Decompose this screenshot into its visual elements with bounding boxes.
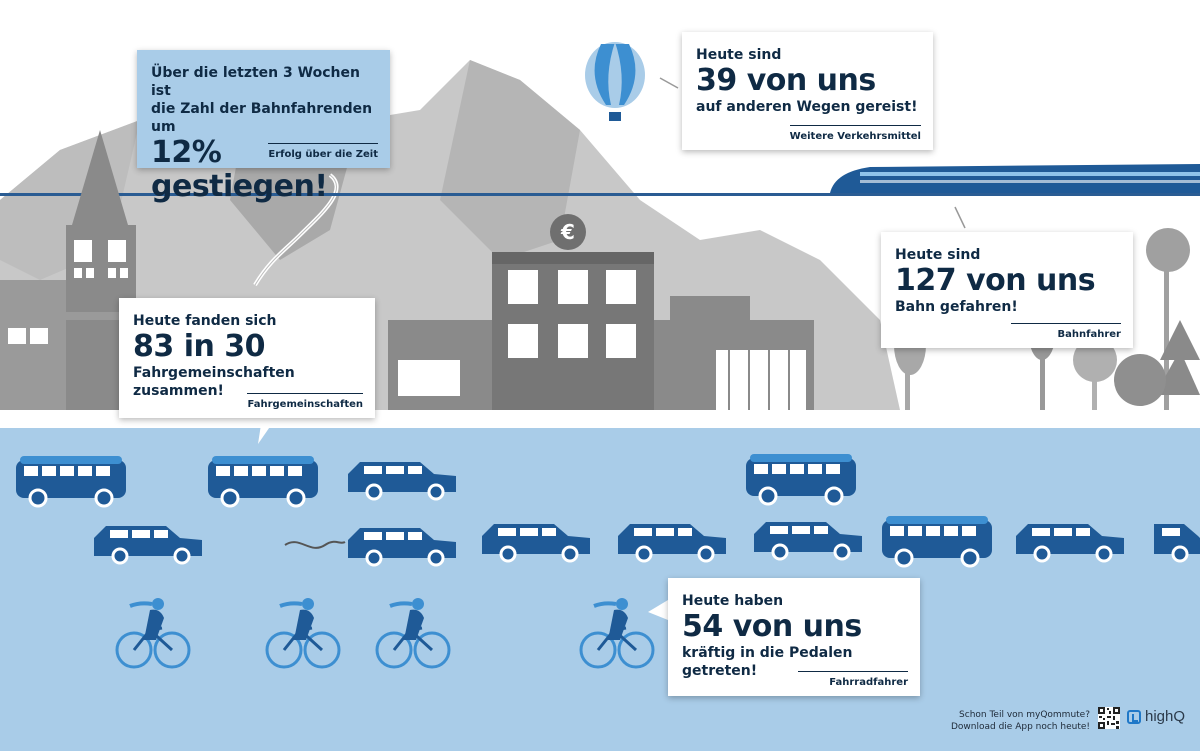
bike-intro: Heute haben	[682, 593, 784, 609]
carpool-text: Fahrgemeinschaften zusammen!	[133, 365, 295, 399]
growth-card	[137, 50, 390, 204]
bike-number: 54 von uns	[682, 609, 862, 644]
carpool-number: 83 in 30	[133, 329, 266, 364]
euro-icon: €	[561, 220, 575, 244]
app-promo-line1: Schon Teil von myQommute?	[959, 710, 1090, 720]
app-promo-line2: Download die App noch heute!	[951, 722, 1090, 732]
growth-line2: die Zahl der Bahnfahrenden um	[151, 101, 373, 135]
train-icon	[830, 164, 1200, 193]
brand-name: highQ	[1145, 708, 1186, 725]
growth-highlight: 12% gestiegen!	[151, 135, 328, 204]
train-card	[881, 232, 1133, 348]
bike-text: kräftig in die Pedalen getreten!	[682, 645, 853, 679]
growth-line1: Über die letzten 3 Wochen ist	[151, 65, 360, 99]
train-intro: Heute sind	[895, 247, 981, 263]
bike-footer-link[interactable]: Fahrradfahrer	[798, 671, 908, 688]
other-ways-footer-link[interactable]: Weitere Verkehrsmittel	[790, 125, 921, 142]
train-number: 127 von uns	[895, 263, 1096, 298]
carpool-intro: Heute fanden sich	[133, 313, 277, 329]
other-ways-number: 39 von uns	[696, 63, 876, 98]
carpool-card	[119, 298, 375, 418]
road-area	[0, 428, 1200, 751]
train-text: Bahn gefahren!	[895, 299, 1018, 315]
app-promo	[951, 709, 1090, 733]
other-ways-text: auf anderen Wegen gereist!	[696, 99, 918, 115]
bike-card	[668, 578, 920, 696]
hot-air-balloon-icon	[585, 42, 645, 121]
other-ways-intro: Heute sind	[696, 47, 782, 63]
brand-logo[interactable]	[1127, 708, 1185, 725]
growth-footer-link[interactable]: Erfolg über die Zeit	[268, 143, 378, 160]
brand-icon	[1127, 710, 1141, 724]
train-footer-link[interactable]: Bahnfahrer	[1011, 323, 1121, 340]
carpool-footer-link[interactable]: Fahrgemeinschaften	[247, 393, 363, 410]
qr-code-icon[interactable]	[1098, 707, 1120, 729]
other-ways-card	[682, 32, 933, 150]
